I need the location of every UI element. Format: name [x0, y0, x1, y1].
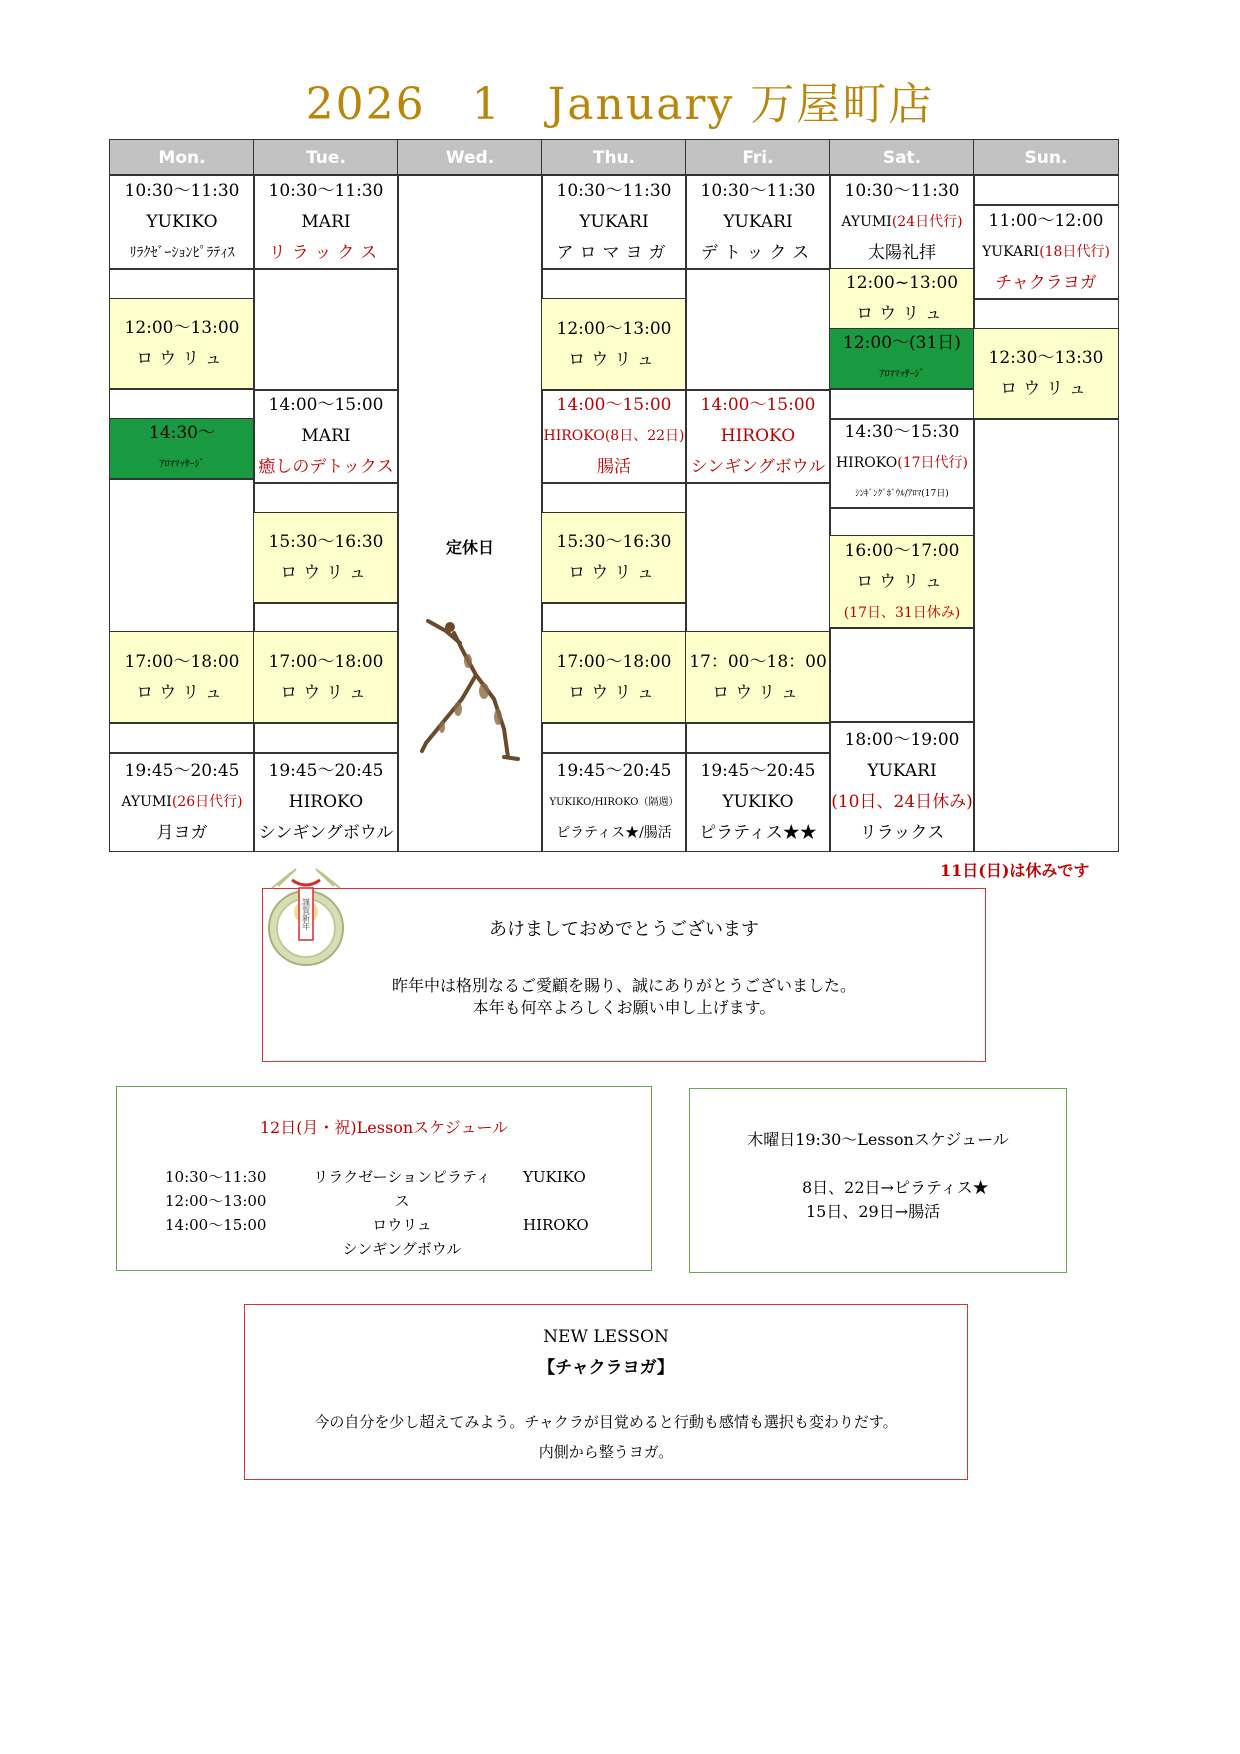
thursday-line-2: 15日、29日→腸活 — [806, 1202, 941, 1221]
greeting-heading: あけましておめでとうございます — [489, 919, 759, 940]
slot-teacher: YUKIKO — [722, 791, 794, 812]
slot-class: ロウリュ — [568, 563, 660, 583]
holiday-12th-schedule-box — [116, 1086, 652, 1271]
slot-note: (17日、31日休み) — [843, 604, 961, 621]
slot-class: ロウリュ — [568, 349, 660, 370]
row-teacher: HIROKO — [523, 1216, 589, 1234]
row-time: 10:30～11:30 — [165, 1168, 267, 1186]
slot-class: ロウリュ — [1000, 379, 1092, 399]
slot-class: シンギングボウル — [690, 457, 826, 477]
header-tuesday: Tue. — [253, 139, 399, 176]
fri-slot-1400 — [685, 389, 831, 484]
mon-slot-1030 — [109, 174, 255, 270]
thursday-line-1: 8日、22日→ピラティス★ — [802, 1178, 989, 1197]
slot-class: ピラティス★/腸活 — [556, 824, 672, 841]
page-title: 2026 1 January 万屋町店 — [305, 79, 935, 130]
thu-gap — [541, 722, 687, 754]
slot-class: シンギングボウル — [258, 822, 394, 843]
fri-gap — [685, 722, 831, 754]
slot-time: 10:30～11:30 — [844, 180, 960, 201]
slot-class: ﾘﾗｸｾﾞｰｼｮﾝﾋﾟﾗﾃｨｽ — [129, 244, 235, 261]
header-saturday: Sat. — [829, 139, 975, 176]
row-class: リラクゼーションピラティス — [313, 1168, 491, 1210]
sun-gap — [973, 174, 1119, 206]
greeting-line-2: 本年も何卒よろしくお願い申し上げます。 — [472, 998, 776, 1017]
thu-gap — [541, 482, 687, 514]
slot-teacher: HIROKO — [288, 791, 364, 812]
thu-slot-1700 — [541, 631, 687, 724]
slot-class: ロウリュ — [136, 682, 228, 703]
slot-teacher: AYUMI — [841, 213, 892, 230]
slot-time: 14:00～15:00 — [700, 395, 816, 415]
thu-gap — [541, 268, 687, 300]
new-lesson-line-1: 今の自分を少し超えてみよう。チャクラが目覚めると行動も感情も選択も変わりだす。 — [314, 1413, 898, 1431]
thu-gap — [541, 602, 687, 633]
slot-class: ロウリュ — [712, 682, 804, 703]
slot-time: 19:45～20:45 — [700, 760, 816, 781]
slot-time: 16:00～17:00 — [844, 540, 960, 561]
holiday-schedule-classes — [307, 1165, 497, 1261]
slot-teacher: YUKARI — [867, 760, 937, 781]
new-lesson-name: 【チャクラヨガ】 — [538, 1358, 674, 1378]
tue-slot-1030 — [253, 174, 399, 270]
sat-slot-1800 — [829, 721, 975, 852]
holiday-schedule-title: 12日(月・祝)Lessonスケジュール — [259, 1118, 509, 1137]
slot-teacher: HIROKO — [835, 455, 898, 471]
header-monday: Mon. — [109, 139, 255, 176]
slot-time: 14:00～15:00 — [268, 395, 384, 415]
slot-teacher: HIROKO(8日、22日) — [543, 428, 685, 444]
tue-slot-1400 — [253, 389, 399, 484]
mon-slot-1700 — [109, 631, 255, 724]
mon-slot-1200 — [109, 298, 255, 390]
tue-gap — [253, 482, 399, 514]
new-lesson-box — [244, 1304, 968, 1480]
slot-substitute-note: (24日代行) — [891, 213, 963, 230]
fri-slot-1945 — [685, 752, 831, 852]
slot-class: ロウリュ — [856, 571, 948, 592]
wreath-inscription: 謹賀新年 — [301, 898, 311, 930]
header-thursday: Thu. — [541, 139, 687, 176]
header-sunday: Sun. — [973, 139, 1119, 176]
row-teacher — [523, 1189, 589, 1213]
sun-slot-1230 — [973, 328, 1119, 420]
fri-slot-1700 — [685, 631, 831, 724]
slot-teacher: HIROKO — [720, 426, 796, 446]
slot-class: ｱﾛﾏﾏｯｻｰｼﾞ — [879, 369, 925, 380]
shimenawa-wreath-icon — [262, 866, 350, 976]
mon-gap — [109, 268, 255, 300]
fri-slot-1030 — [685, 174, 831, 270]
slot-class: ロウリュ — [280, 682, 372, 703]
slot-class: 癒しのデトックス — [258, 457, 394, 477]
slot-time: 12:00~13:00 — [845, 273, 959, 293]
row-time: 14:00～15:00 — [165, 1216, 267, 1234]
slot-class: チャクラヨガ — [995, 272, 1097, 293]
slot-class: デトックス — [700, 242, 816, 263]
slot-time: 12:30～13:30 — [988, 348, 1104, 368]
new-lesson-line-2: 内側から整うヨガ。 — [538, 1443, 674, 1461]
thu-slot-1030 — [541, 174, 687, 270]
slot-time: 17：00～18：00 — [689, 651, 827, 672]
slot-class: 太陽礼拝 — [868, 242, 936, 263]
slot-class: ｱﾛﾏﾏｯｻｰｼﾞ — [159, 459, 205, 470]
slot-teacher: MARI — [301, 211, 351, 232]
slot-class: リラックス — [859, 822, 945, 843]
slot-class: ｼﾝｷﾞﾝｸﾞﾎﾞｳﾙ/ｱﾛﾏ(17日) — [855, 489, 949, 499]
thu-slot-1945 — [541, 752, 687, 852]
slot-teacher: YUKIKO — [146, 211, 218, 232]
tue-gap — [253, 268, 399, 391]
slot-time: 19:45～20:45 — [124, 760, 240, 781]
wed-closed-day — [397, 174, 543, 852]
slot-teacher: YUKARI — [982, 243, 1040, 260]
slot-class: ロウリュ — [568, 682, 660, 703]
sun-gap — [973, 298, 1119, 330]
slot-teacher: YUKARI — [723, 211, 793, 232]
new-year-greeting-box — [262, 888, 986, 1062]
sun-slot-1100 — [973, 204, 1119, 300]
slot-class: 腸活 — [597, 457, 631, 477]
slot-time: 19:45～20:45 — [556, 760, 672, 781]
row-class: ロウリュ — [372, 1216, 432, 1234]
row-class: シンギングボウル — [342, 1240, 462, 1258]
tue-slot-1945 — [253, 752, 399, 852]
slot-time: 15:30～16:30 — [556, 532, 672, 552]
slot-time: 14:30～15:30 — [844, 422, 960, 442]
slot-class: アロマヨガ — [556, 242, 672, 263]
sat-slot-1200 — [829, 268, 975, 330]
slot-class: 月ヨガ — [156, 822, 208, 843]
tue-slot-1530 — [253, 512, 399, 604]
sat-gap — [829, 507, 975, 537]
slot-time: 10:30～11:30 — [124, 180, 240, 201]
slot-teacher: MARI — [301, 426, 351, 446]
slot-class: ロウリュ — [280, 563, 372, 583]
tue-gap — [253, 722, 399, 754]
sat-slot-1600 — [829, 535, 975, 629]
sun-gap — [973, 418, 1119, 852]
thursday-lesson-box — [689, 1088, 1067, 1273]
slot-time: 12:00～13:00 — [124, 318, 240, 338]
tue-gap — [253, 602, 399, 633]
tue-slot-1700 — [253, 631, 399, 724]
slot-note: (10日、24日休み) — [831, 791, 973, 812]
fri-gap — [685, 482, 831, 633]
thu-slot-1200 — [541, 298, 687, 391]
slot-time: 17:00～18:00 — [124, 651, 240, 672]
slot-time: 10:30～11:30 — [700, 180, 816, 201]
slot-substitute-note: (18日代行) — [1039, 243, 1110, 260]
slot-class: ロウリュ — [136, 349, 228, 369]
slot-class: ロウリュ — [856, 304, 948, 324]
slot-teacher: YUKIKO/HIROKO（隔週） — [549, 796, 679, 808]
mon-slot-1430 — [109, 418, 255, 480]
slot-time: 14:30～ — [149, 423, 215, 443]
weekly-schedule-table — [109, 139, 1119, 852]
slot-time: 19:45～20:45 — [268, 760, 384, 781]
mon-slot-1945 — [109, 752, 255, 852]
new-lesson-heading: NEW LESSON — [543, 1327, 669, 1347]
slot-time: 12:00～13:00 — [556, 318, 672, 339]
holiday-schedule-teachers — [523, 1165, 589, 1237]
slot-time: 11:00～12:00 — [988, 210, 1104, 231]
closed-day-label: 定休日 — [445, 538, 494, 557]
slot-class: ピラティス★★ — [699, 822, 817, 843]
slot-time: 17:00～18:00 — [556, 651, 672, 672]
header-wednesday: Wed. — [397, 139, 543, 176]
thu-slot-1530 — [541, 512, 687, 604]
sat-gap — [829, 388, 975, 420]
yoga-pose-icon — [420, 617, 520, 767]
fri-gap — [685, 268, 831, 391]
thu-slot-1400 — [541, 389, 687, 484]
slot-time: 15:30～16:30 — [268, 532, 384, 552]
slot-teacher: AYUMI — [121, 793, 172, 810]
slot-time: 18:00～19:00 — [844, 729, 960, 750]
slot-class: リラックス — [268, 242, 384, 263]
row-time: 12:00～13:00 — [165, 1192, 267, 1210]
slot-time: 10:30～11:30 — [556, 180, 672, 201]
slot-substitute-note: (26日代行) — [171, 793, 243, 810]
slot-time: 14:00～15:00 — [556, 395, 672, 415]
slot-time: 17:00～18:00 — [268, 651, 384, 672]
slot-substitute-note: (17日代行) — [897, 455, 969, 471]
header-friday: Fri. — [685, 139, 831, 176]
slot-time: 10:30～11:30 — [268, 180, 384, 201]
greeting-line-1: 昨年中は格別なるご愛顧を賜り、誠にありがとうございました。 — [391, 976, 856, 995]
mon-gap — [109, 478, 255, 633]
sat-gap — [829, 627, 975, 723]
sat-slot-1430 — [829, 418, 975, 509]
row-teacher: YUKIKO — [523, 1168, 586, 1186]
thursday-box-title: 木曜日19:30～Lessonスケジュール — [747, 1130, 1009, 1149]
sat-slot-massage — [829, 328, 975, 390]
mon-gap — [109, 388, 255, 420]
holiday-schedule-times — [165, 1165, 266, 1237]
mon-gap — [109, 722, 255, 754]
slot-teacher: YUKARI — [579, 211, 649, 232]
slot-time: 12:00～(31日) — [843, 333, 961, 353]
holiday-notice: 11日(日)は休みです — [940, 861, 1090, 880]
sat-slot-1030 — [829, 174, 975, 270]
